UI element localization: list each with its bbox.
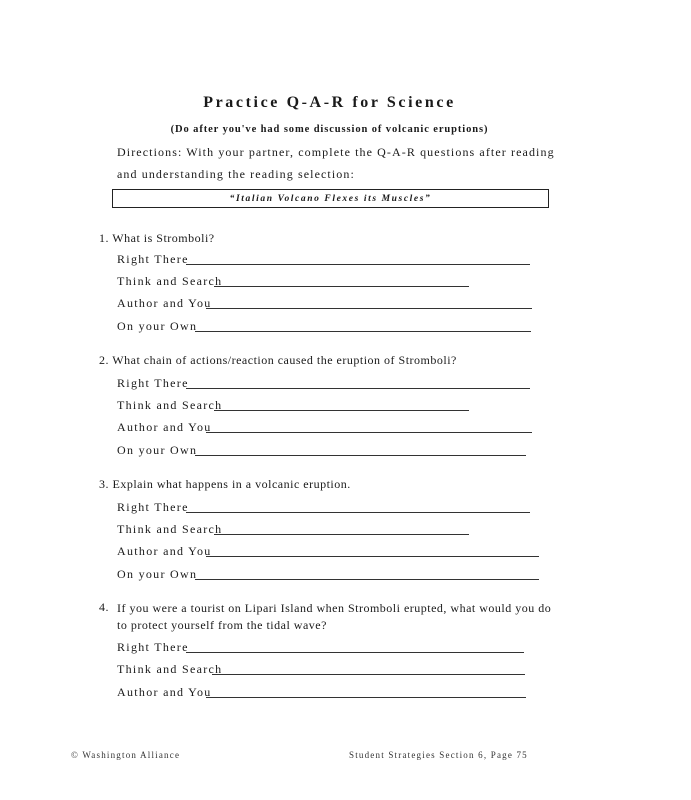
answer-line[interactable]: [206, 432, 532, 433]
answer-line[interactable]: [206, 697, 526, 698]
answer-line[interactable]: [214, 286, 469, 287]
question-number: 2.: [99, 353, 109, 367]
reading-selection-title: “Italian Volcano Flexes its Muscles”: [112, 189, 549, 208]
page-title: Practice Q-A-R for Science: [203, 94, 456, 111]
question-number: 1.: [99, 231, 109, 245]
label-think-and-search: Think and Search: [117, 522, 223, 536]
answer-line[interactable]: [195, 331, 531, 332]
answer-line[interactable]: [186, 512, 530, 513]
answer-line[interactable]: [186, 264, 530, 265]
page-subtitle: (Do after you've had some discussion of volcanic eruptions): [170, 124, 489, 135]
label-author-and-you: Author and You: [117, 544, 212, 558]
question-4-text: If you were a tourist on Lipari Island when Stromboli erupted, what would you do to protect yourself from the tidal wave?: [117, 601, 552, 632]
footer-page-info: Student Strategies Section 6, Page 75: [349, 750, 528, 760]
question-1: [99, 231, 215, 246]
label-right-there: Right There: [117, 640, 189, 654]
label-author-and-you: Author and You: [117, 296, 212, 310]
label-right-there: Right There: [117, 252, 189, 266]
label-think-and-search: Think and Search: [117, 398, 223, 412]
question-4-number: 4.: [99, 600, 109, 614]
question-number: 3.: [99, 477, 109, 491]
answer-line[interactable]: [206, 556, 539, 557]
label-author-and-you: Author and You: [117, 420, 212, 434]
label-right-there: Right There: [117, 376, 189, 390]
label-on-your-own: On your Own: [117, 443, 198, 457]
label-right-there: Right There: [117, 500, 189, 514]
footer-copyright: © Washington Alliance: [71, 750, 181, 760]
label-on-your-own: On your Own: [117, 319, 198, 333]
label-think-and-search: Think and Search: [117, 274, 223, 288]
label-author-and-you: Author and You: [117, 685, 212, 699]
answer-line[interactable]: [212, 674, 525, 675]
answer-line[interactable]: [206, 308, 532, 309]
question-text: Explain what happens in a volcanic eruption.: [112, 477, 351, 491]
answer-line[interactable]: [214, 534, 469, 535]
question-3: [99, 477, 351, 492]
label-think-and-search: Think and Search: [117, 662, 223, 676]
directions-text: Directions: With your partner, complete the Q-A-R questions after reading and understanding the reading selection:: [117, 145, 555, 181]
question-text: What chain of actions/reaction caused the eruption of Stromboli?: [112, 353, 457, 367]
answer-line[interactable]: [195, 455, 526, 456]
label-on-your-own: On your Own: [117, 567, 198, 581]
question-2: [99, 353, 457, 368]
question-text: What is Stromboli?: [112, 231, 215, 245]
answer-line[interactable]: [186, 388, 530, 389]
answer-line[interactable]: [195, 579, 539, 580]
answer-line[interactable]: [214, 410, 469, 411]
answer-line[interactable]: [186, 652, 524, 653]
